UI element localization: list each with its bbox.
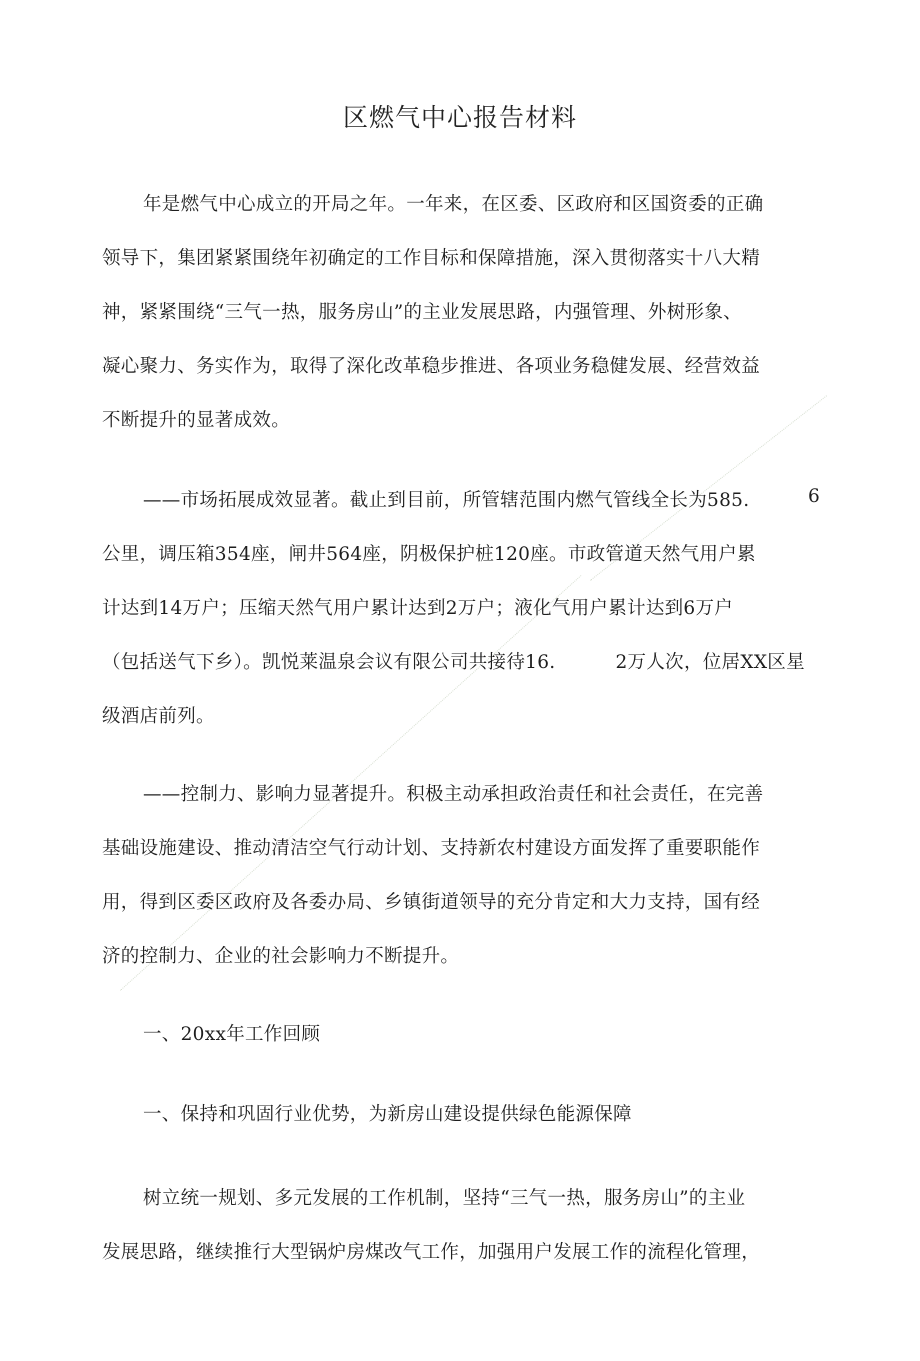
paragraph-3-line: 基础设施建设、推动清洁空气行动计划、支持新农村建设方面发挥了重要职能作 (102, 838, 761, 859)
paragraph-2-line (102, 648, 805, 674)
paragraph-2-line: 公里，调压箱354座，闸井564座，阴极保护桩120座。市政管道天然气用户累 (102, 544, 756, 565)
paragraph-3-line: ——控制力、影响力显著提升。积极主动承担政治责任和社会责任，在完善 (143, 784, 764, 805)
subsection-heading: 一、保持和巩固行业优势，为新房山建设提供绿色能源保障 (143, 1104, 632, 1125)
section-heading: 一、20xx年工作回顾 (143, 1024, 321, 1045)
paragraph-1-line: 领导下，集团紧紧围绕年初确定的工作目标和保障措施，深入贯彻落实十八大精 (102, 248, 761, 269)
paragraph-4-line: 发展思路，继续推行大型锅炉房煤改气工作，加强用户发展工作的流程化管理， (102, 1242, 761, 1263)
paragraph-2-line-tail: 6 (808, 486, 820, 507)
paragraph-1-line: 不断提升的显著成效。 (102, 410, 291, 431)
paragraph-1-line: 凝心聚力、务实作为，取得了深化改革稳步推进、各项业务稳健发展、经营效益 (102, 356, 761, 377)
paragraph-2-line: 计达到14万户；压缩天然气用户累计达到2万户；液化气用户累计达到6万户 (102, 598, 734, 619)
paragraph-2-line: ——市场拓展成效显著。截止到目前，所管辖范围内燃气管线全长为585. (143, 490, 750, 511)
paragraph-3-line: 济的控制力、企业的社会影响力不断提升。 (102, 946, 460, 967)
paragraph-2-line-part: 2万人次，位居XX区星 (615, 652, 805, 673)
paragraph-2-line-part: （包括送气下乡）。凯悦莱温泉会议有限公司共接待16. (102, 652, 556, 673)
paragraph-3-line: 用，得到区委区政府及各委办局、乡镇街道领导的充分肯定和大力支持，国有经 (102, 892, 761, 913)
paragraph-1-line: 年是燃气中心成立的开局之年。一年来，在区委、区政府和区国资委的正确 (143, 194, 764, 215)
document-title: 区燃气中心报告材料 (342, 103, 577, 132)
paragraph-4-line: 树立统一规划、多元发展的工作机制，坚持“三气一热，服务房山”的主业 (143, 1188, 746, 1209)
paragraph-2-line: 级酒店前列。 (102, 706, 215, 727)
paragraph-1-line: 神，紧紧围绕“三气一热，服务房山”的主业发展思路，内强管理、外树形象、 (102, 302, 742, 323)
